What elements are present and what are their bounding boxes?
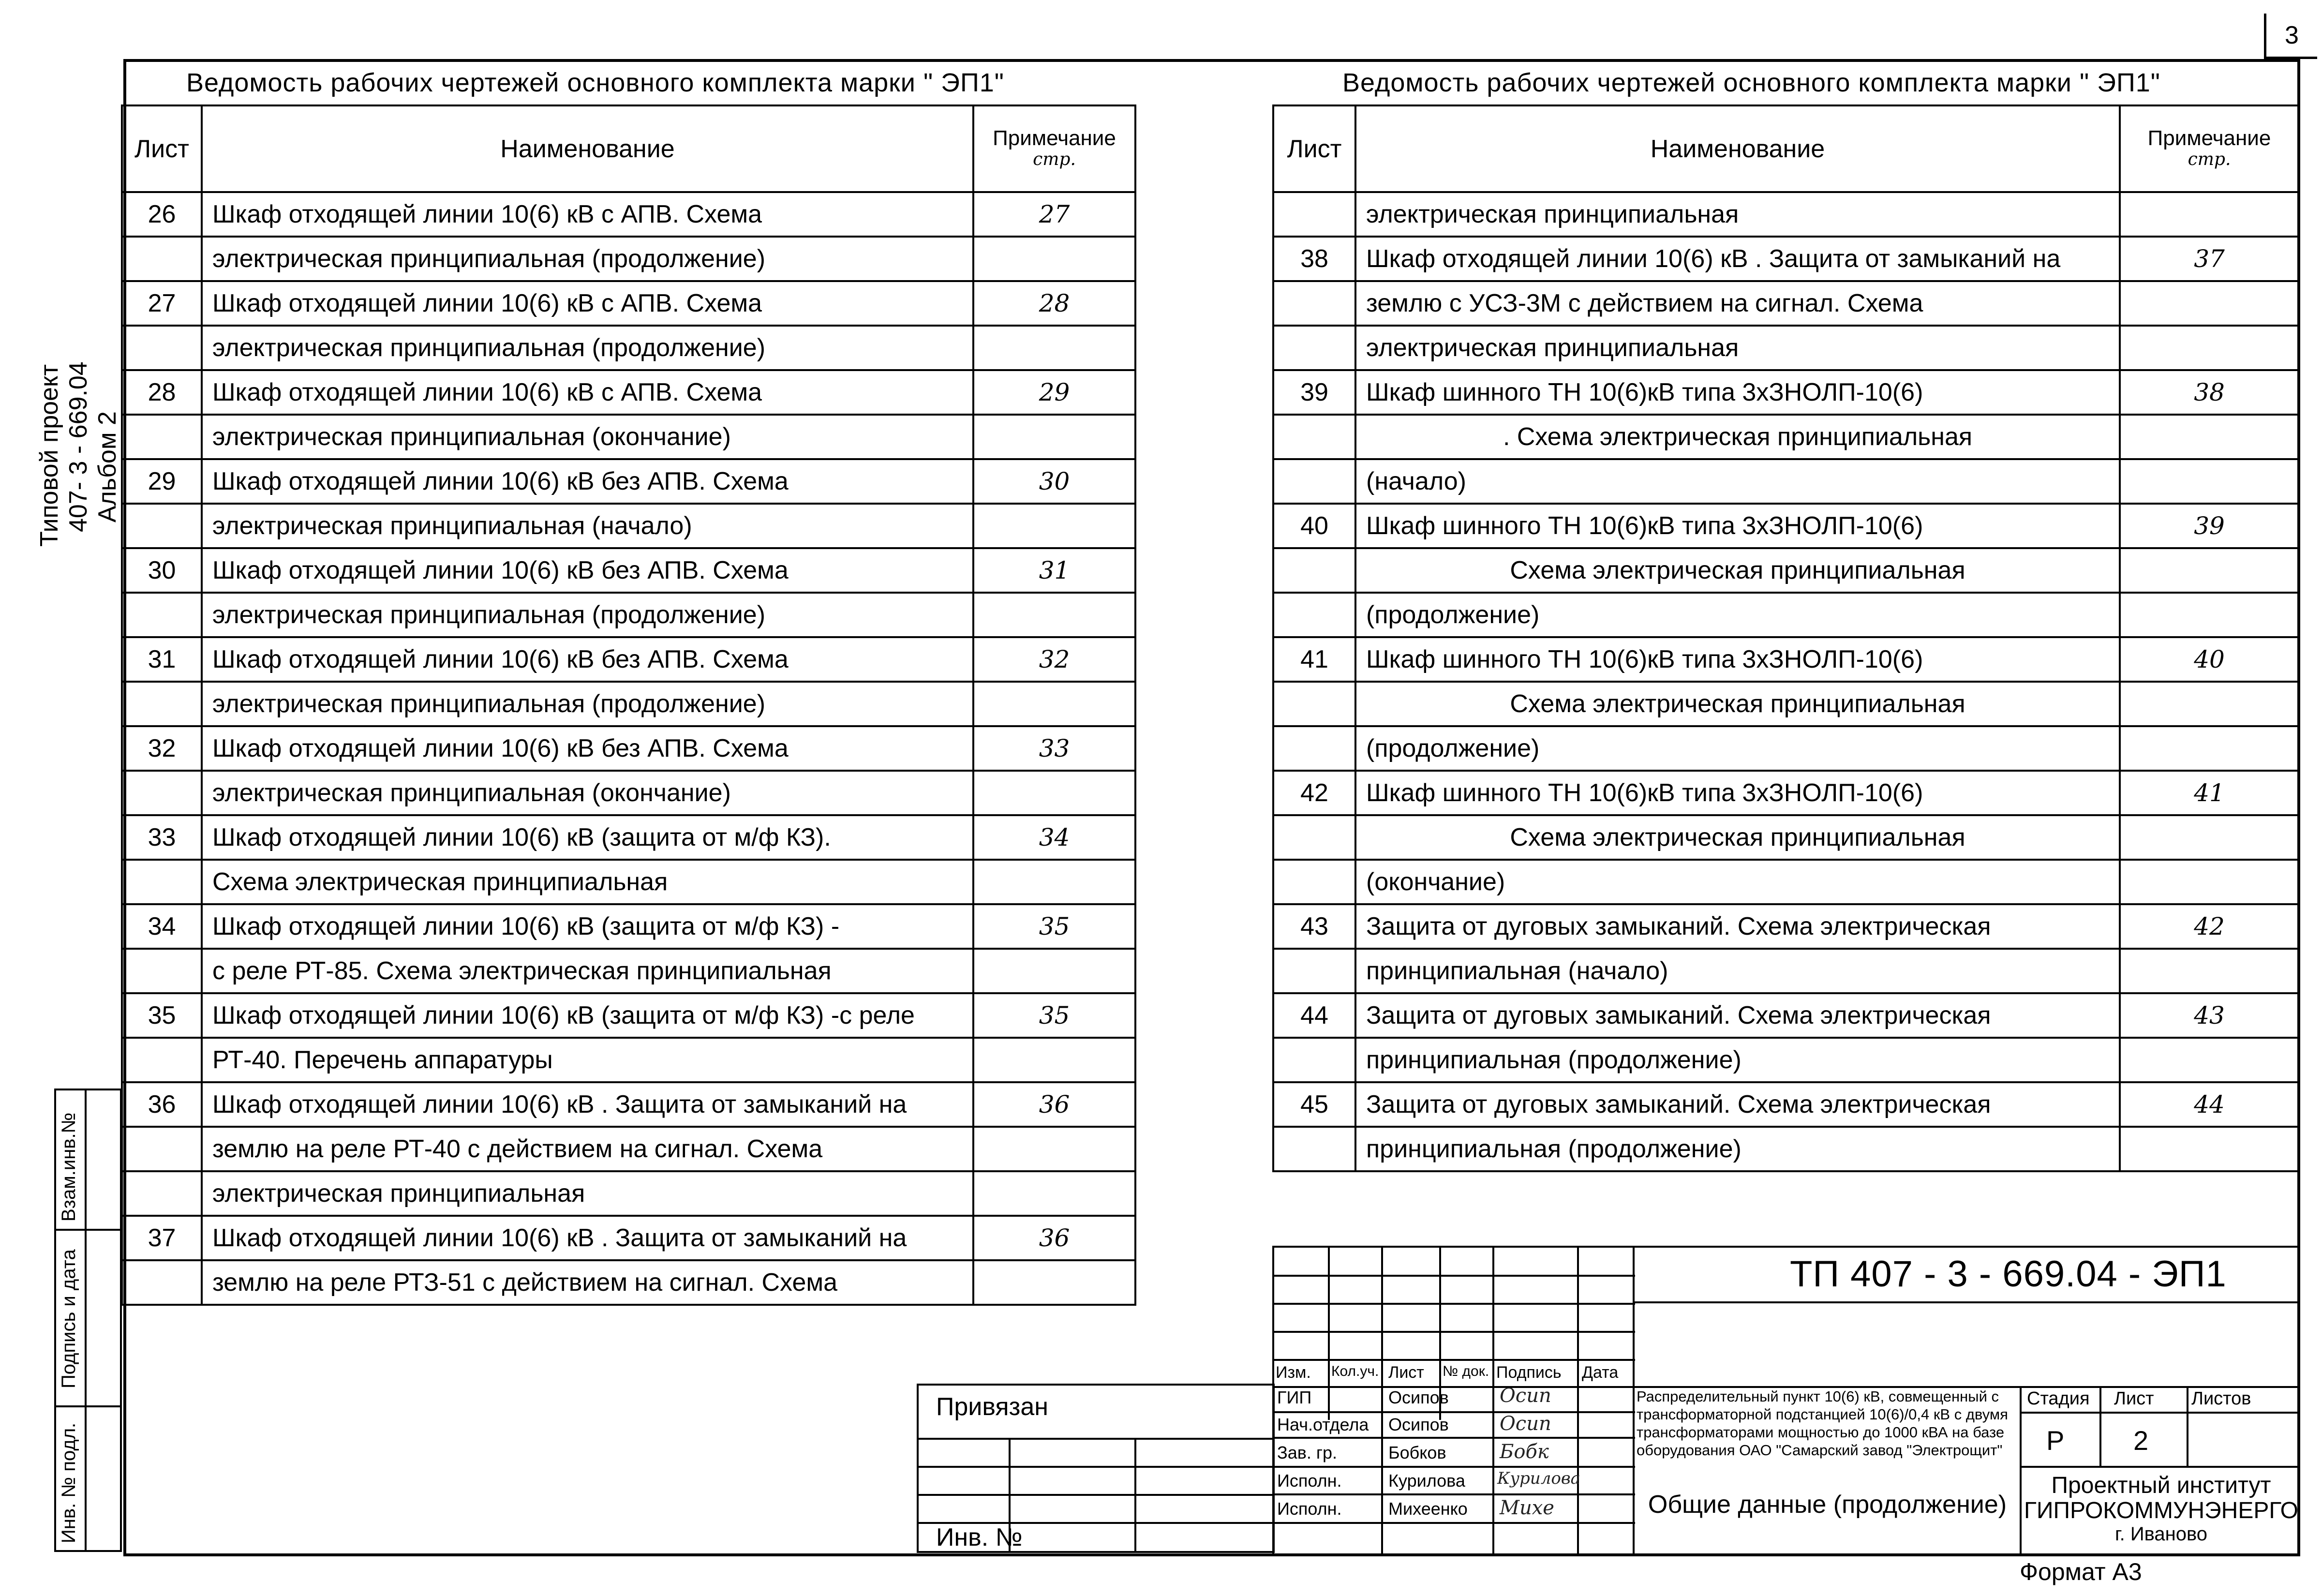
- sheet-number: [1273, 548, 1355, 593]
- table-row: [122, 682, 1135, 726]
- sheet-number: 42: [1273, 771, 1355, 815]
- role-ispoln-2: Исполн.: [1277, 1499, 1342, 1519]
- sheet-number: 29: [122, 459, 202, 504]
- sheet-name: (продолжение): [1355, 593, 2120, 637]
- sheet-name: Шкаф отходящей линии 10(6) кВ . Защита от замыканий на: [1355, 237, 2120, 281]
- table-row: [122, 860, 1135, 904]
- page-note: 36: [973, 1216, 1135, 1260]
- sheet-number: 44: [1273, 993, 1355, 1038]
- table-row: [1273, 1082, 2299, 1127]
- sheet-name: Шкаф отходящей линии 10(6) кВ с АПВ. Схема: [202, 192, 973, 237]
- table-row: [1273, 993, 2299, 1038]
- sheet-number: [1273, 192, 1355, 237]
- sheet-name: Шкаф отходящей линии 10(6) кВ (защита от м/ф КЗ) -с реле: [202, 993, 973, 1038]
- sheet-number: 28: [122, 370, 202, 415]
- page-note: [2120, 726, 2299, 771]
- sheet-number: [122, 593, 202, 637]
- table-row: [122, 771, 1135, 815]
- sheet-name: электрическая принципиальная (начало): [202, 504, 973, 548]
- page-note: 34: [973, 815, 1135, 860]
- page-note: 42: [2120, 904, 2299, 949]
- page-note: 30: [973, 459, 1135, 504]
- signature-5: Михе: [1500, 1497, 1554, 1519]
- sheet-name: Шкаф шинного ТН 10(6)кВ типа 3хЗНОЛП-10(6): [1355, 771, 2120, 815]
- sheet-number: 39: [1273, 370, 1355, 415]
- table-row: [1273, 237, 2299, 281]
- page-note: 41: [2120, 771, 2299, 815]
- sheet-name: электрическая принципиальная (продолжение): [202, 237, 973, 281]
- page-note: [2120, 548, 2299, 593]
- signature-1: Осип: [1500, 1385, 1551, 1407]
- sheet-number: [122, 771, 202, 815]
- sheet-name: Шкаф отходящей линии 10(6) кВ без АПВ. Схема: [202, 548, 973, 593]
- sheet-number: 45: [1273, 1082, 1355, 1127]
- table-row: [122, 415, 1135, 459]
- table-row: [1273, 1038, 2299, 1082]
- col-note: Примечание стр.: [973, 105, 1135, 192]
- page-note: [973, 1171, 1135, 1216]
- sheet-name: Шкаф отходящей линии 10(6) кВ без АПВ. Схема: [202, 726, 973, 771]
- sheet-number: [122, 237, 202, 281]
- object-description: Распределительный пункт 10(6) кВ, совмещенный с трансформаторной подстанцией 10(6)/0,4 кВ с двумя трансформаторами мощностью до 1000 кВА на базе оборудования ОАО "Самарский завод "Электрощит": [1637, 1388, 2008, 1459]
- page-note: [973, 415, 1135, 459]
- table-row: [122, 949, 1135, 993]
- format-label: Формат А3: [2020, 1558, 2142, 1585]
- inv-podl-label: Инв. № подл.: [58, 1422, 79, 1543]
- sheet-name: электрическая принципиальная: [202, 1171, 973, 1216]
- col-name: Наименование: [202, 105, 973, 192]
- sheet-number: [1273, 682, 1355, 726]
- table-row: [1273, 593, 2299, 637]
- page-note: [973, 237, 1135, 281]
- sheet-number: [1273, 1127, 1355, 1171]
- right-table-title: Ведомость рабочих чертежей основного комплекта марки " ЭП1": [1342, 68, 2160, 97]
- table-row: [122, 1038, 1135, 1082]
- document-title: Общие данные (продолжение): [1648, 1491, 2007, 1519]
- signature-4: Курилова: [1497, 1469, 1580, 1488]
- page-note: 35: [973, 993, 1135, 1038]
- table-row: [1273, 682, 2299, 726]
- page-note: [973, 326, 1135, 370]
- col-data: Дата: [1582, 1363, 1619, 1382]
- sheet-name: принципиальная (продолжение): [1355, 1038, 2120, 1082]
- page-note: 33: [973, 726, 1135, 771]
- table-row: [122, 1216, 1135, 1260]
- sheet-name: землю с УСЗ-3М с действием на сигнал. Схема: [1355, 281, 2120, 326]
- page-note: 38: [2120, 370, 2299, 415]
- sheet-number: [1273, 860, 1355, 904]
- page-note: [2120, 192, 2299, 237]
- table-row: [122, 637, 1135, 682]
- page-note: 35: [973, 904, 1135, 949]
- table-row: [122, 815, 1135, 860]
- col-izm: Изм.: [1276, 1363, 1311, 1382]
- table-row: [1273, 370, 2299, 415]
- col-note: Примечание стр.: [2120, 105, 2299, 192]
- sheet-number: [122, 504, 202, 548]
- sheet-number: 32: [122, 726, 202, 771]
- page-note: [2120, 593, 2299, 637]
- table-row: [122, 726, 1135, 771]
- stage-value: Р: [2046, 1425, 2065, 1456]
- page-note: 44: [2120, 1082, 2299, 1127]
- sheet-number: 35: [122, 993, 202, 1038]
- page-note: [973, 593, 1135, 637]
- sheet-number: [1273, 326, 1355, 370]
- table-row: [1273, 904, 2299, 949]
- page-note: [973, 771, 1135, 815]
- sheet-name: (начало): [1355, 459, 2120, 504]
- page-note: [973, 1127, 1135, 1171]
- role-nach-otdela: Нач.отдела: [1277, 1415, 1369, 1434]
- col-name: Наименование: [1355, 105, 2120, 192]
- sheet-name: Защита от дуговых замыканий. Схема электрическая: [1355, 993, 2120, 1038]
- table-row: [122, 459, 1135, 504]
- sheet-number: 40: [1273, 504, 1355, 548]
- table-row: [1273, 726, 2299, 771]
- table-row: [1273, 548, 2299, 593]
- page-note: [973, 1038, 1135, 1082]
- table-row: [122, 370, 1135, 415]
- page-note: 32: [973, 637, 1135, 682]
- sheet-number: 26: [122, 192, 202, 237]
- sheet-name: электрическая принципиальная (продолжение): [202, 682, 973, 726]
- sheet-name: землю на реле РТ-40 с действием на сигнал. Схема: [202, 1127, 973, 1171]
- table-row: [1273, 771, 2299, 815]
- sheet-name: Шкаф шинного ТН 10(6)кВ типа 3хЗНОЛП-10(6): [1355, 370, 2120, 415]
- table-row: [1273, 326, 2299, 370]
- table-row: [122, 192, 1135, 237]
- page-note: [973, 860, 1135, 904]
- sheet-number: 30: [122, 548, 202, 593]
- col-sheet: Лист: [1273, 105, 1355, 192]
- sheet-name: электрическая принципиальная (окончание): [202, 771, 973, 815]
- table-row: [1273, 637, 2299, 682]
- table-row: [1273, 1127, 2299, 1171]
- sheet-number: 37: [122, 1216, 202, 1260]
- sheet-number: 38: [1273, 237, 1355, 281]
- sheet-number: [1273, 726, 1355, 771]
- signature-3: Бобк: [1500, 1441, 1549, 1463]
- table-row: [1273, 815, 2299, 860]
- table-row: [1273, 192, 2299, 237]
- page-note: [2120, 459, 2299, 504]
- sheet-name: Шкаф отходящей линии 10(6) кВ . Защита от замыканий на: [202, 1082, 973, 1127]
- page-note: 39: [2120, 504, 2299, 548]
- sheet-name: Схема электрическая принципиальная: [1355, 548, 2120, 593]
- page-note: [2120, 682, 2299, 726]
- table-row: [1273, 415, 2299, 459]
- sheet-number: [122, 682, 202, 726]
- table-row: [1273, 281, 2299, 326]
- page-note: [973, 949, 1135, 993]
- sheet-name: Шкаф отходящей линии 10(6) кВ (защита от м/ф КЗ).: [202, 815, 973, 860]
- privyazan-label: Привязан: [936, 1393, 1049, 1421]
- table-row: [122, 1082, 1135, 1127]
- page-note: [973, 1260, 1135, 1305]
- page-note: 40: [2120, 637, 2299, 682]
- sheet-number: [122, 1260, 202, 1305]
- table-row: [122, 504, 1135, 548]
- sheets-label: Листов: [2191, 1388, 2251, 1409]
- sheet-number: 41: [1273, 637, 1355, 682]
- page-note: [973, 682, 1135, 726]
- sheet-number: [1273, 459, 1355, 504]
- sheet-number: [122, 949, 202, 993]
- sheet-name: Шкаф отходящей линии 10(6) кВ с АПВ. Схема: [202, 370, 973, 415]
- name-osipov-1: Осипов: [1388, 1387, 1449, 1407]
- sheet-name: (окончание): [1355, 860, 2120, 904]
- organization: Проектный институт ГИПРОКОММУНЭНЕРГО г. Иваново: [2024, 1473, 2298, 1545]
- table-row: [122, 1171, 1135, 1216]
- stage-label: Стадия: [2027, 1388, 2090, 1409]
- sheet-name: электрическая принципиальная (продолжение): [202, 593, 973, 637]
- table-row: [122, 326, 1135, 370]
- name-osipov-2: Осипов: [1388, 1415, 1449, 1434]
- sheet-number: [122, 1171, 202, 1216]
- name-bobkov: Бобков: [1388, 1443, 1446, 1462]
- sheet-number: 36: [122, 1082, 202, 1127]
- sheet-name: Защита от дуговых замыканий. Схема электрическая: [1355, 1082, 2120, 1127]
- role-zav-gr: Зав. гр.: [1277, 1443, 1338, 1462]
- right-sheet-table: [1272, 104, 2300, 1172]
- page-note: [2120, 815, 2299, 860]
- sheet-name: Шкаф отходящей линии 10(6) кВ с АПВ. Схема: [202, 281, 973, 326]
- sheet-name: Шкаф шинного ТН 10(6)кВ типа 3хЗНОЛП-10(6): [1355, 504, 2120, 548]
- page-note: 43: [2120, 993, 2299, 1038]
- sheet-number: [122, 326, 202, 370]
- page-note: 27: [973, 192, 1135, 237]
- sheet-name: принципиальная (начало): [1355, 949, 2120, 993]
- sheet-number: [1273, 815, 1355, 860]
- sheet-number: 27: [122, 281, 202, 326]
- sheet-name: Схема электрическая принципиальная: [1355, 815, 2120, 860]
- sheet-number: [1273, 281, 1355, 326]
- sheet-name: Шкаф отходящей линии 10(6) кВ (защита от м/ф КЗ) -: [202, 904, 973, 949]
- sheet-name: принципиальная (продолжение): [1355, 1127, 2120, 1171]
- sheet-label: Лист: [2114, 1388, 2154, 1409]
- sheet-number: [1273, 415, 1355, 459]
- table-row: [122, 237, 1135, 281]
- sheet-number: [1273, 1038, 1355, 1082]
- table-row: [122, 281, 1135, 326]
- sheet-name: (продолжение): [1355, 726, 2120, 771]
- page-number: 3: [2264, 14, 2317, 59]
- table-row: [122, 993, 1135, 1038]
- sheet-name: с реле РТ-85. Схема электрическая принципиальная: [202, 949, 973, 993]
- page-note: [2120, 1038, 2299, 1082]
- table-row: [1273, 459, 2299, 504]
- page-note: 29: [973, 370, 1135, 415]
- sheet-name: Схема электрическая принципиальная: [1355, 682, 2120, 726]
- col-kol-uch: Кол.уч.: [1331, 1363, 1379, 1379]
- table-row: [1273, 860, 2299, 904]
- page-note: [2120, 860, 2299, 904]
- sheet-number: 43: [1273, 904, 1355, 949]
- col-doc-no: № док.: [1443, 1363, 1489, 1379]
- sheet-number: [122, 1127, 202, 1171]
- document-code: ТП 407 - 3 - 669.04 - ЭП1: [1790, 1253, 2227, 1295]
- sheet-number: [122, 860, 202, 904]
- sheet-number: 34: [122, 904, 202, 949]
- sheet-name: Шкаф отходящей линии 10(6) кВ без АПВ. Схема: [202, 459, 973, 504]
- page-note: 31: [973, 548, 1135, 593]
- sheet-name: Схема электрическая принципиальная: [202, 860, 973, 904]
- sheet-name: электрическая принципиальная: [1355, 326, 2120, 370]
- table-row: [122, 904, 1135, 949]
- sheet-name: Шкаф отходящей линии 10(6) кВ . Защита от замыканий на: [202, 1216, 973, 1260]
- sheet-number: [122, 1038, 202, 1082]
- table-row: [122, 593, 1135, 637]
- sheet-name: землю на реле РТЗ-51 с действием на сигнал. Схема: [202, 1260, 973, 1305]
- col-list: Лист: [1388, 1363, 1424, 1382]
- table-row: [122, 548, 1135, 593]
- table-row: [1273, 504, 2299, 548]
- sheet-number: 33: [122, 815, 202, 860]
- page-note: 36: [973, 1082, 1135, 1127]
- name-kurilova: Курилова: [1388, 1471, 1465, 1491]
- page-note: 28: [973, 281, 1135, 326]
- vzam-inv-label: Взам.инв.№: [58, 1112, 79, 1222]
- podpis-data-label: Подпись и дата: [58, 1249, 79, 1388]
- sheet-name: . Схема электрическая принципиальная: [1355, 415, 2120, 459]
- name-miheenko: Михеенко: [1388, 1499, 1468, 1519]
- sheet-name: Шкаф шинного ТН 10(6)кВ типа 3хЗНОЛП-10(6): [1355, 637, 2120, 682]
- page-note: [973, 504, 1135, 548]
- inv-no-label: Инв. №: [936, 1523, 1023, 1551]
- role-ispoln-1: Исполн.: [1277, 1471, 1342, 1491]
- project-side-label: Типовой проект 407- 3 - 669.04 Альбом 2: [35, 361, 121, 547]
- sheet-name: РТ-40. Перечень аппаратуры: [202, 1038, 973, 1082]
- page-note: [2120, 1127, 2299, 1171]
- sheet-name: Шкаф отходящей линии 10(6) кВ без АПВ. Схема: [202, 637, 973, 682]
- sheet-number: 31: [122, 637, 202, 682]
- sheet-name: электрическая принципиальная (продолжение): [202, 326, 973, 370]
- table-row: [122, 1260, 1135, 1305]
- col-podpis: Подпись: [1496, 1363, 1562, 1382]
- sheet-number: [1273, 949, 1355, 993]
- role-gip: ГИП: [1277, 1387, 1312, 1407]
- sheet-name: электрическая принципиальная: [1355, 192, 2120, 237]
- left-table-title: Ведомость рабочих чертежей основного комплекта марки " ЭП1": [186, 68, 1004, 97]
- page-note: [2120, 326, 2299, 370]
- signature-2: Осип: [1500, 1413, 1551, 1435]
- sheet-number: [122, 415, 202, 459]
- sheet-name: электрическая принципиальная (окончание): [202, 415, 973, 459]
- page-note: [2120, 949, 2299, 993]
- table-row: [122, 1127, 1135, 1171]
- sheet-number: [1273, 593, 1355, 637]
- col-sheet: Лист: [122, 105, 202, 192]
- sheet-value: 2: [2133, 1425, 2149, 1456]
- sheet-name: Защита от дуговых замыканий. Схема электрическая: [1355, 904, 2120, 949]
- page-note: [2120, 281, 2299, 326]
- page-note: 37: [2120, 237, 2299, 281]
- page-note: [2120, 415, 2299, 459]
- table-row: [1273, 949, 2299, 993]
- left-sheet-table: [121, 104, 1136, 1306]
